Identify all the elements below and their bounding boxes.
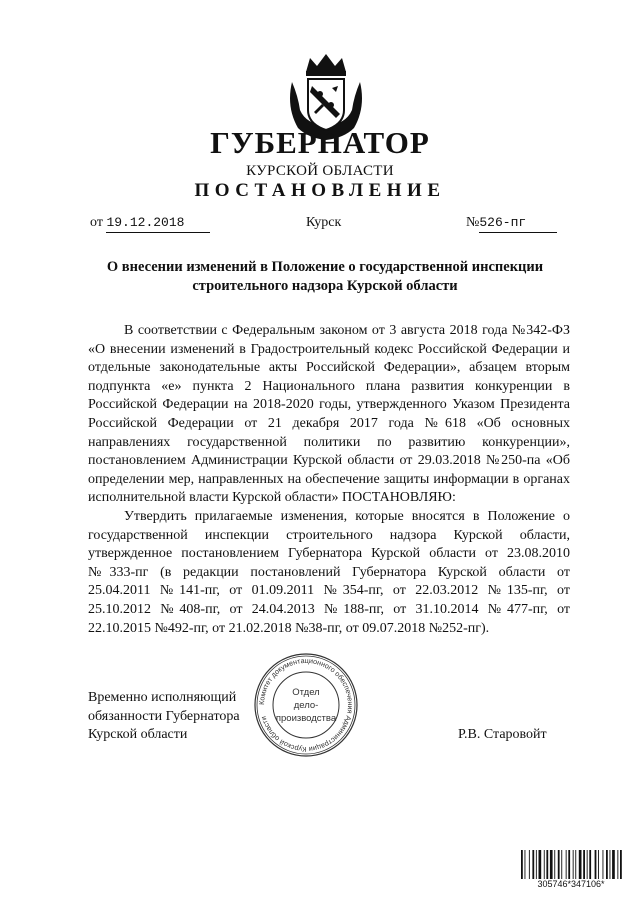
stamp-center-line-1: Отдел [292, 687, 320, 698]
title-line-2: строительного надзора Курской области [192, 278, 458, 294]
barcode-bar [566, 850, 567, 880]
document-type-heading: ПОСТАНОВЛЕНИЕ [194, 180, 446, 201]
barcode-bar [589, 850, 591, 880]
barcode-bar [620, 850, 622, 880]
stamp-ring-text: Комитет документационного обеспечения Администрации Курской области [256, 655, 356, 755]
barcode-bar [525, 850, 526, 880]
barcode-bar [558, 850, 560, 880]
stamp-center-line-3: производства [275, 713, 337, 724]
barcode-bar [606, 850, 608, 880]
body-paragraph-1: В соответствии с Федеральным законом от 3 августа 2018 года №342-ФЗ «О внесении изменений в Градостроительный кодекс Российской Федерации и отдельные законодательные акты Российской Федерации», абзацем вторым подпункта «е» пункта 2 Национального плана развития конкуренции в Российской Федерации на 2018-2020 годы, утвержденного Указом Президента Российской Федерации от 21 декабря 2017 года №618 «Об основных направлениях государственной политики по развитию конкуренции», постановлением Администрации Курской области от 29.03.2018 №250-па «Об определении мер, направленных на обеспечение защиты информации в органах исполнительной власти Курской области» ПОСТАНОВЛЯЮ: [88, 323, 570, 506]
barcode-bar [579, 850, 582, 880]
number-prefix: № [466, 215, 480, 230]
date-field [90, 214, 210, 233]
authority-heading: ГУБЕРНАТОР [210, 125, 430, 160]
barcode-bar [544, 850, 545, 880]
signatory-position [88, 689, 240, 745]
barcode-bar [575, 850, 576, 880]
barcode-bar [573, 850, 574, 880]
barcode-bar [610, 850, 611, 880]
barcode-bar [554, 850, 555, 880]
document-title [90, 258, 560, 296]
date-prefix: от [90, 215, 103, 230]
barcode-bar [587, 850, 588, 880]
number-value: 526-пг [479, 214, 557, 233]
barcode-bar [612, 850, 615, 880]
barcode-bar [539, 850, 542, 880]
position-line-2: обязанности Губернатора [88, 708, 240, 724]
barcode-bar [532, 850, 534, 880]
title-line-1: О внесении изменений в Положение о государственной инспекции [106, 259, 544, 275]
barcode-bar [546, 850, 548, 880]
date-value: 19.12.2018 [106, 214, 210, 233]
barcode-bar [536, 850, 537, 880]
barcode-bar [583, 850, 585, 880]
barcode-bar [529, 850, 530, 880]
barcode-bar [617, 850, 618, 880]
signatory-name: Р.В. Старовойт [458, 727, 547, 742]
office-stamp [253, 652, 359, 758]
barcode-bar [598, 850, 599, 880]
barcode-number: 305746*347106* [519, 879, 623, 890]
body-paragraph-2: Утвердить прилагаемые изменения, которые вносятся в Положение о государственной инспекции строительного надзора Курской области, утвержденное постановлением Губернатора Курской области от 23.08.2010 №333-пг (в редакции постановлений Губернатора Курской области от 25.04.2011 №141-пг, от 01.09.2011 №354-пг, от 22.03.2012 №135-пг, от 25.10.2012 №408-пг, от 24.04.2013 №188-пг, от 31.10.2014 №477-пг, от 22.10.2015 №492-пг, от 21.02.2018 №38-пг, от 09.07.2018 №252-пг). [88, 508, 570, 636]
barcode-bar [568, 850, 570, 880]
stamp-center-line-2: дело- [293, 700, 319, 711]
barcode-bar [595, 850, 597, 880]
position-line-3: Курской области [88, 727, 188, 742]
barcode-bar [550, 850, 553, 880]
barcode-bar [561, 850, 562, 880]
region-subheading: КУРСКОЙ ОБЛАСТИ [246, 163, 394, 179]
barcode-bar [603, 850, 604, 880]
document-body [88, 322, 570, 638]
number-field [466, 214, 557, 233]
barcode-bar [521, 850, 523, 880]
position-line-1: Временно исполняющий [88, 690, 237, 705]
city-name: Курск [306, 215, 342, 230]
